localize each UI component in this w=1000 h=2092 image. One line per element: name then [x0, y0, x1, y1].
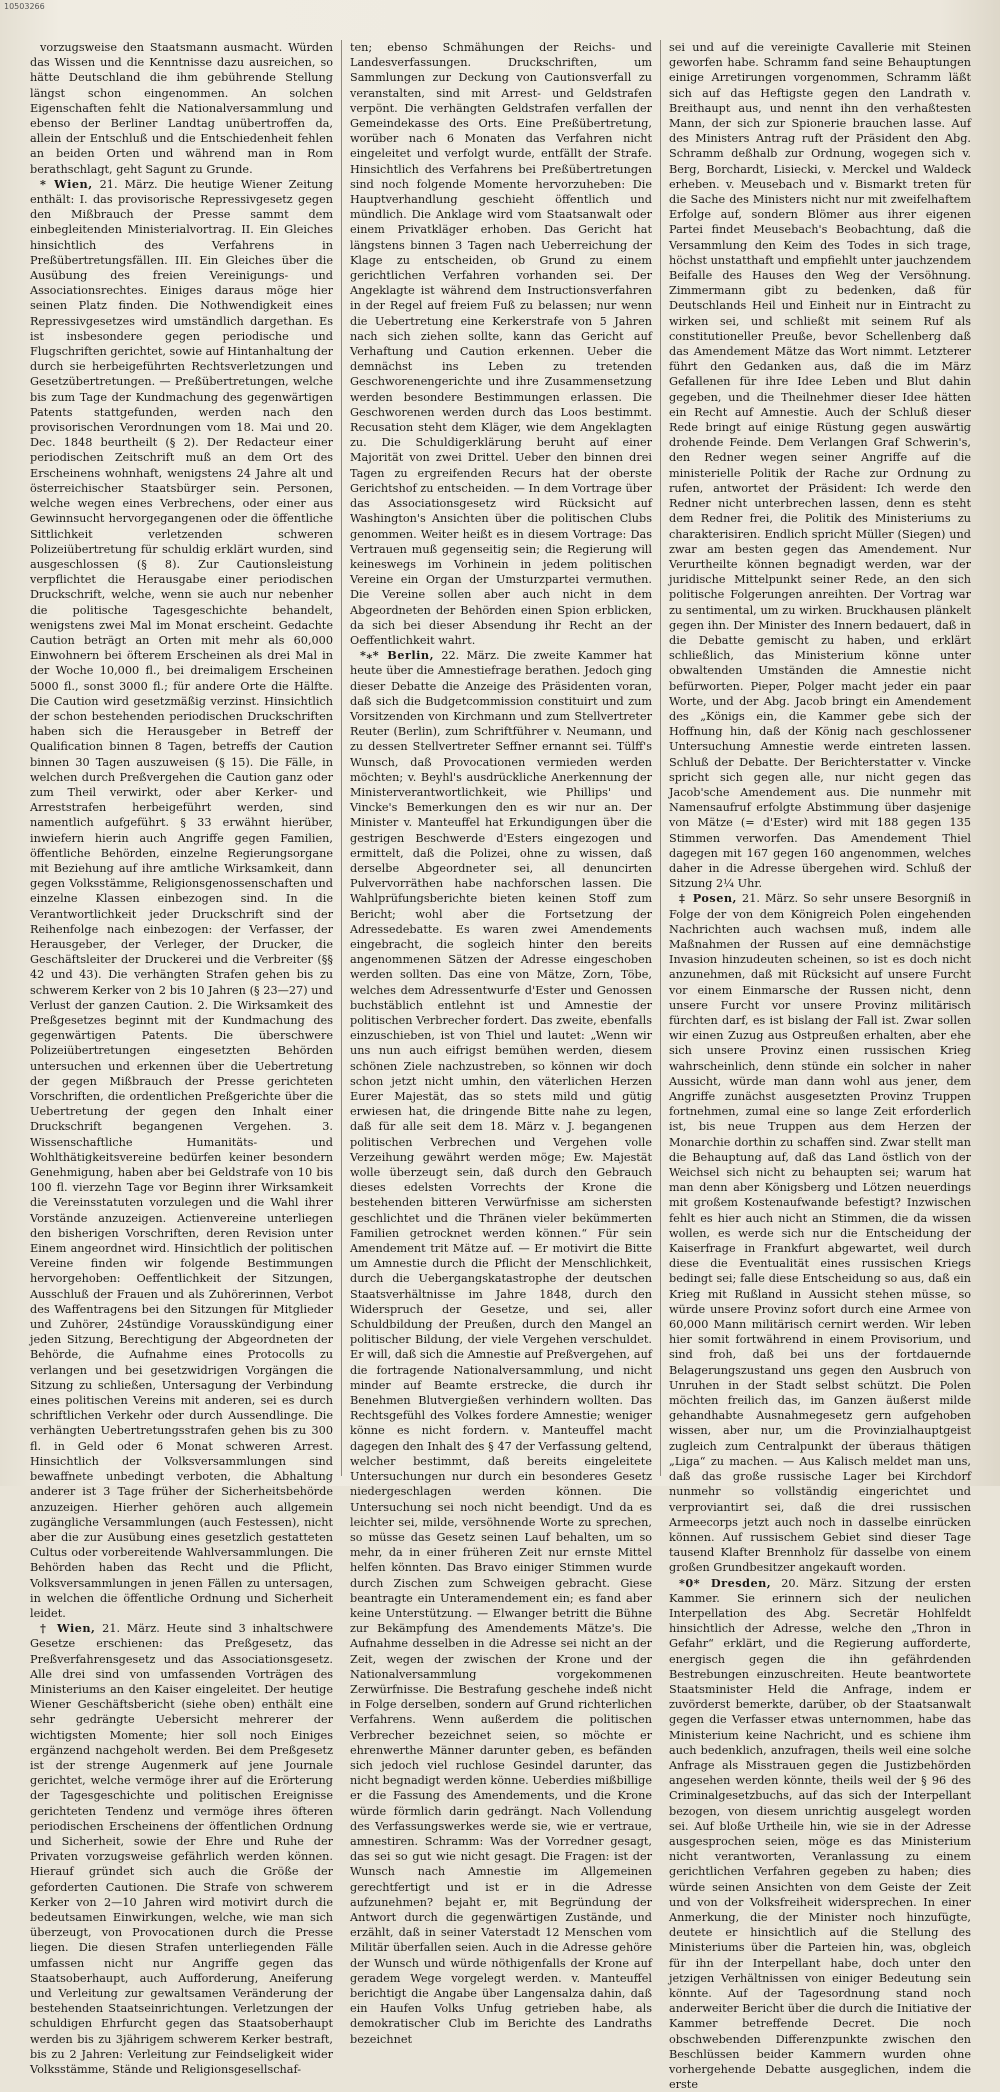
article-paragraph	[30, 1621, 333, 2077]
paragraph-text: 22. März. Die zweite Kammer hat heute über die Amnestiefrage berathen. Jedoch ging dieser Debatte die Anzeige des Präsidenten voran, daß sich die Budgetcommission constituirt und zum Vorsitzenden von Kirchmann und zum Stellvertreter Reuter (Berlin), zum Schriftführer v. Neumann, und zu dessen Stellvertreter Seffner ernannt sei. Tülff's Wunsch, daß Provocationen vermieden werden möchten; v. Beyhl's ausdrückliche Anerkennung der Ministerverantwortlichkeit, wie Phillips' und Vincke's Bemerkungen den es wir nur an. Der Minister v. Manteuffel hat Erkundigungen über die gestrigen Beschwerde d'Esters eingezogen und ermittelt, daß die Polizei, ohne zu wissen, daß derselbe Abgeordneter sei, all denuncirten Pulvervorräthen habe nachforschen lassen. Die Wahlprüfungsberichte bieten keinen Stoff zum Bericht; wohl aber die Fortsetzung der Adressedebatte. Es waren zwei Amendements eingebracht, die sogleich hinter den bereits angenommenen Sätzen der Adresse eingeschoben werden sollten. Das eine von Mätze, Zorn, Töbe, welches dem Adressentwurfe d'Ester und Genossen buchstäblich entlehnt ist und Amnestie der politischen Verbrecher fordert. Das zweite, ebenfalls einzuschieben, ist von Thiel und lautet: „Wenn wir uns nun auch eifrigst bemühen werden, diesem schönen Ziele nachzustreben, so können wir doch schon jetzt nicht umhin, den väterlichen Herzen Eurer Majestät, das so stets mild und gütig erwiesen hat, die dringende Bitte nahe zu legen, daß für alle seit dem 18. März v. J. begangenen politischen Verbrechen und Vergehen volle Verzeihung gewährt werden möge; Ew. Majestät wolle überzeugt sein, daß durch den Gebrauch dieses edelsten Vorrechts der Krone die bestehenden bitteren Verwürfnisse am sichersten geschlichtet und die Thränen vieler bekümmerten Familien getrocknet werden können.“ Für sein Amendement trit Mätze auf. — Er motivirt die Bitte um Amnestie durch die Pflicht der Menschlichkeit, durch die Uebergangskatastrophe der deutschen Staatsverhältnisse im Jahre 1848, durch den Widerspruch der Gesetze, und sei, aller Schuldbildung der Preußen, durch den Mangel an politischer Bildung, der viele Vergehen verschuldet. Er will, daß sich die Amnestie auf Preßvergehen, auf die fortragende Nationalversammlung, und nicht minder auf Beamte erstrecke, die durch ihr Benehmen Blutvergießen verhindern wollten. Das Rechtsgefühl des Volkes fordere Amnestie; weniger könne es nicht fordern. v. Manteuffel macht dagegen den Inhalt des § 47 der Verfassung geltend, welcher bestimmt, daß bereits eingeleitete Untersuchungen nur durch ein besonderes Gesetz niedergeschlagen werden können. Die Untersuchung sei noch nicht beendigt. Und da es leichter sei, milde, versöhnende Worte zu sprechen, so müsse das Gesetz seinen Lauf behalten, um so mehr, da in einer früheren Zeit nur ernste Mittel helfen könnten. Das Bravo einiger Stimmen wurde durch Zischen zum Schweigen gebracht. Giese beantragte ein Unteramendement ein; es fand aber keine Unterstützung. — Elwanger betritt die Bühne zur Bekämpfung des Amendements Mätze's. Die Aufnahme desselben in die Adresse sei nicht an der Zeit, wegen der zwischen der Krone und der Nationalversammlung vorgekommenen Zerwürfnisse. Die Bestrafung geschehe indeß nicht in Folge derselben, sondern auf Grund richterlichen Verfahrens. Wenn außerdem die politischen Verbrecher bezeichnet seien, so möchte er ehrenwerthe Männer darunter geben, es befänden sich jedoch viel ruchlose Gesindel darunter, das nicht begnadigt werden könne. Ueberdies mißbillige er die Fassung des Amendements, und die Krone würde förmlich darin gedrängt. Nach Vollendung des Verfassungswerkes werde sie, wie er vertraue, amnestiren. Schramm: Was der Vorredner gesagt, das sei so gut wie nicht gesagt. Die Fragen: ist der Wunsch nach Amnestie im Allgemeinen gerechtfertigt und ist er in die Adresse aufzunehmen? bejaht er, mit Begründung der Antwort durch die gegenwärtigen Zustände, und erzählt, daß in seiner Vaterstadt 12 Menschen vom Militär überfallen seien. Auch in die Adresse gehöre der Wunsch und würde nöthigenfalls der Krone auf geradem Wege vorgelegt werden. v. Manteuffel berichtigt die Angabe über Langensalza dahin, daß ein Haufen Volks Unfug getrieben habe, als demokratischer Club im Berichte des Landraths bezeichnet	[350, 649, 653, 2046]
article-paragraph	[30, 177, 333, 1621]
article-paragraph	[30, 40, 333, 177]
article-paragraph	[350, 648, 652, 2047]
column-3	[660, 40, 979, 2092]
column-2	[341, 40, 660, 2046]
dateline: † Wien,	[40, 1621, 96, 1636]
paragraph-text: 21. März. Heute sind 3 inhaltschwere Gesetze erschienen: das Preßgesetz, das Preßverfahrensgesetz und das Associationsgesetz. Alle drei sind von umfassenden Vorträgen des Ministeriums an den Kaiser eingeleitet. Der heutige Wiener Geschäftsbericht (siehe oben) enthält eine sehr gedrängte Uebersicht mehrerer der wichtigsten Momente; hier soll noch Einiges ergänzend nachgeholt werden. Bei dem Preßgesetz ist der strenge Augenmerk auf jene Journale gerichtet, welche vermöge ihrer auf die Erörterung der Tagesgeschichte und politischen Ereignisse gerichteten Tendenz und vermöge ihres öfteren periodischen Erscheinens der öffentlichen Ordnung und Sicherheit, sowie der Ehre und Ruhe der Privaten vorzugsweise gefährlich werden können. Hierauf gründet sich auch die Größe der geforderten Cautionen. Die Strafe von schwerem Kerker von 2—10 Jahren wird motivirt durch die bedeutsamen Einwirkungen, welche, wie man sich überzeugt, von Provocationen durch die Presse liegen. Die diesen Strafen unterliegenden Fälle umfassen nicht nur Angriffe gegen das Staatsoberhaupt, auch Aufforderung, Aneiferung und Verleitung zur gewaltsamen Veränderung der bestehenden Staatseinrichtungen. Verletzungen der schuldigen Ehrfurcht gegen das Staatsoberhaupt werden bis zu 3jährigem schwerem Kerker bestraft, bis zu 2 Jahren: Verleitung zur Feindseligkeit wider Volksstämme, Stände und Religionsgesellschaf-	[30, 1622, 334, 2077]
article-paragraph	[669, 1576, 971, 2092]
article-paragraph	[669, 40, 971, 891]
article-columns	[22, 40, 980, 2092]
paragraph-text: ten; ebenso Schmähungen der Reichs- und Landesverfassungen. Druckschriften, um Sammlungen zur Deckung von Cautionsverfall zu veranstalten, sind mit Arrest- und Geldstrafen verpönt. Die verhängten Geldstrafen verfallen der Gemeindekasse des Orts. Eine Preßübertretung, worüber nach 6 Monaten das Verfahren nicht eingeleitet und verfolgt wurde, entfällt der Strafe. Hinsichtlich des Verfahrens bei Preßübertretungen sind noch folgende Momente hervorzuheben: Die Hauptverhandlung geschieht öffentlich und mündlich. Die Anklage wird vom Staatsanwalt oder einem Privatkläger erhoben. Das Gericht hat längstens binnen 3 Tagen nach Ueberreichung der Klage zu entscheiden, ob Grund zu einem gerichtlichen Verfahren vorhanden sei. Der Angeklagte ist während dem Instructionsverfahren in der Regel auf freiem Fuß zu belassen; nur wenn die Uebertretung eine Kerkerstrafe von 5 Jahren nach sich ziehen sollte, kann das Gericht auf Verhaftung und Caution erkennen. Ueber die demnächst ins Leben zu tretenden Geschworenengerichte und ihre Zusammensetzung werden besondere Bestimmungen erlassen. Die Geschworenen werden durch das Loos bestimmt. Recusation steht dem Kläger, wie dem Angeklagten zu. Die Schuldigerklärung beruht auf einer Majorität von zwei Drittel. Ueber den binnen drei Tagen zu ergreifenden Recurs hat der oberste Gerichtshof zu entscheiden. — In dem Vortrage über das Associationsgesetz wird Rücksicht auf Washington's Ansichten über die politischen Clubs genommen. Weiter heißt es in diesem Vortrage: Das Vertrauen muß gegenseitig sein; die Regierung will keineswegs im Vorhinein in jedem politischen Vereine ein Organ der Umsturzpartei vermuthen. Die Vereine sollen aber auch nicht in dem Abgeordneten der Behörden einen Spion erblicken, da sich bei dieser Absendung ihr Recht an der Oeffentlichkeit wahrt.	[350, 41, 652, 647]
dateline: * Wien,	[40, 176, 93, 191]
article-paragraph	[669, 891, 971, 1575]
paragraph-text: vorzugsweise den Staatsmann ausmacht. Würden das Wissen und die Kenntnisse dazu ausreichen, so hätte Deutschland die ihm gebührende Stellung längst schon eingenommen. An solchen Eigenschaften fehlt die Nationalversammlung und ebenso der Berliner Landtag unübertroffen da, allein der Entschluß und die Entschiedenheit fehlen an beiden Orten und während man in Rom berathschlagt, geht Sagunt zu Grunde.	[30, 41, 333, 176]
dateline: *0* Dresden,	[679, 1575, 772, 1590]
paragraph-text: sei und auf die vereinigte Cavallerie mit Steinen geworfen habe. Schramm fand seine Behauptungen einige Arretirungen vorgenommen, Schramm läßt sich auf das Heftigste gegen den Landrath v. Breithaupt aus, und nennt ihn den verhaßtesten Mann, der sich zur Spionerie brauchen lasse. Auf des Ministers Antrag ruft der Präsident den Abg. Schramm deßhalb zur Ordnung, wogegen sich v. Berg, Borchardt, Lisiecki, v. Merckel und Waldeck erheben. v. Meusebach und v. Bismarkt treten für die Sache des Ministers nicht nur mit zweifelhaftem Erfolge auf, sondern Blömer aus ihrer eigenen Partei findet Meusebach's Beobachtung, daß die Versammlung den Keim des Todes in sich trage, höchst unstatthaft und empfiehlt unter jauchzendem Beifalle des Hauses den Weg der Versöhnung. Zimmermann gibt zu bedenken, daß für Deutschlands Heil und Einheit nur in Eintracht zu wirken sei, und schließt mit seinem Ruf als constitutioneller Preuße, bevor Schellenberg daß das Amendement Mätze das Wort nimmt. Letzterer führt den Gedanken aus, daß die im März Gefallenen für ihre Idee Leben und Blut dahin gegeben, und die Theilnehmer dieser Idee hätten ein Recht auf Amnestie. Auch der Schluß dieser Rede bringt auf einige Rüstung gegen auswärtig drohende Feinde. Dem Verlangen Graf Schwerin's, den Redner wegen seiner Angriffe auf die ministerielle Politik der Rache zur Ordnung zu rufen, antwortet der Präsident: Ich werde den Redner nicht unterbrechen lassen, denn es steht dem Redner frei, die Politik des Ministeriums zu charakterisiren. Endlich spricht Müller (Siegen) und zwar am besten gegen das Amendement. Nur Verurtheilte können begnadigt werden, war der juridische Mittelpunkt seiner Rede, an den sich politische Folgerungen anreihten. Der Vortrag war zu sentimental, um zu wirken. Bruckhausen plänkelt gegen ihn. Der Minister des Innern bedauert, daß in die Debatte gemischt zu haben, und erklärt schließlich, das Ministerium könne unter obwaltenden Umständen die Amnestie nicht befürworten. Pieper, Polger macht jeder ein paar Worte, und der Abg. Jacob bringt ein Amendement des „Königs ein, die Kammer gebe sich der Hoffnung hin, daß der König nach geschlossener Untersuchung Amnestie werde eintreten lassen. Schluß der Debatte. Der Berichterstatter v. Vincke spricht sich gegen alle, nur nicht gegen das Jacob'sche Amendement aus. Die nunmehr mit Namensaufruf erfolgte Abstimmung über dasjenige von Mätze (= d'Ester) wird mit 188 gegen 135 Stimmen verworfen. Das Amendement Thiel dagegen mit 167 gegen 160 angenommen, welches daher in die Adresse übergehen wird. Schluß der Sitzung 2¼ Uhr.	[669, 41, 971, 891]
paragraph-text: 21. März. Die heutige Wiener Zeitung enthält: I. das provisorische Repressivgesetz gegen den Mißbrauch der Presse sammt dem einbegleitenden Ministerialvortrag. II. Ein Gleiches hinsichtlich des Verfahrens in Preßübertretungsfällen. III. Ein Gleiches über die Ausübung des freien Vereinigungs- und Associationsrechtes. Einiges daraus möge hier seinen Platz finden. Die Nothwendigkeit eines Repressivgesetzes wird umständlich dargethan. Es ist insbesondere gegen periodische und Flugschriften gerichtet, sowie auf Hintanhaltung der durch sie herbeigeführten Rechtsverletzungen und Gesetzübertretungen. — Preßübertretungen, welche bis zum Tage der Kundmachung des gegenwärtigen Patents stattgefunden, werden nach den provisorischen Verordnungen vom 18. Mai und 20. Dec. 1848 beurtheilt (§ 2). Der Redacteur einer periodischen Zeitschrift muß an dem Ort des Erscheinens wohnhaft, wenigstens 24 Jahre alt und österreichischer Staatsbürger sein. Personen, welche wegen eines Verbrechens, oder einer aus Gewinnsucht hervorgegangenen oder die öffentliche Sittlichkeit verletzenden schweren Polizeiübertretung für schuldig erklärt wurden, sind ausgeschlossen (§ 8). Zur Cautionsleistung verpflichtet die Herausgabe einer periodischen Druckschrift, welche, wenn sie auch nur nebenher die politische Tagesgeschichte behandelt, wenigstens zwei Mal im Monat erscheint. Gedachte Caution beträgt an Orten mit mehr als 60,000 Einwohnern bei öfterem Erscheinen als drei Mal in der Woche 10,000 fl., bei dreimaligem Erscheinen 5000 fl., sonst 3000 fl.; für andere Orte die Hälfte. Die Caution wird gesetzmäßig verzinst. Hinsichtlich der schon bestehenden periodischen Druckschriften haben sich die Herausgeber in Betreff der Qualification binnen 8 Tagen, betreffs der Caution binnen 30 Tagen auszuweisen (§ 15). Die Fälle, in welchen durch Preßvergehen die Caution ganz oder zum Theil verwirkt, oder aber Kerker- und Arreststrafen herbeigeführt werden, sind namentlich aufgeführt. § 33 erwähnt hierüber, inwiefern hierin auch Angriffe gegen Familien, öffentliche Behörden, einzelne Regierungsorgane mit Beziehung auf ihre amtliche Wirksamkeit, dann gegen Volksstämme, Religionsgenossenschaften und einzelne Klassen einbezogen sind. In die Verantwortlichkeit jeder Druckschrift sind der Reihenfolge nach einbezogen: der Verfasser, der Herausgeber, der Verleger, der Drucker, die Geschäftsleiter der Druckerei und die Verbreiter (§§ 42 und 43). Die verhängten Strafen gehen bis zu schwerem Kerker von 2 bis 10 Jahren (§ 23—27) und Verlust der ganzen Caution. 2. Die Wirksamkeit des Preßgesetzes beginnt mit der Kundmachung des gegenwärtigen Patents. Die überschwere Polizeiübertretungen eingesetzten Behörden untersuchen und erkennen über die Uebertretung der gegen Mißbrauch der Presse gerichteten Vorschriften, die ordentlichen Preßgerichte über die Uebertretung der gegen den Inhalt einer Druckschrift begangenen Vergehen. 3. Wissenschaftliche Humanitäts- und Wohlthätigkeitsvereine bedürfen keiner besondern Genehmigung, haben aber bei Geldstrafe von 10 bis 100 fl. vierzehn Tage vor Beginn ihrer Wirksamkeit die Vereinsstatuten vorzulegen und die Wahl ihrer Vorstände anzuzeigen. Actienvereine unterliegen den bisherigen Vorschriften, deren Revision unter Einem angeordnet wird. Hinsichtlich der politischen Vereine finden wir folgende Bestimmungen hervorgehoben: Oeffentlichkeit der Sitzungen, Ausschluß der Frauen und als Zuhörerinnen, Verbot des Waffentragens bei den Sitzungen für Mitglieder und Zuhörer, 24stündige Vorausskündigung einer jeden Sitzung, Berechtigung der Abgeordneten der Behörde, die Aufnahme eines Protocolls zu verlangen und bei gesetzwidrigen Vorgängen die Sitzung zu schließen, Untersagung der Verbindung eines politischen Vereins mit anderen, sei es durch schriftlichen Verkehr oder durch Aussendlinge. Die verhängten Uebertretungsstrafen gehen bis zu 300 fl. in Geld oder 6 Monat schweren Arrest. Hinsichtlich der Volksversammlungen sind bewaffnete unbedingt verboten, die Abhaltung anderer ist 3 Tage früher der Sicherheitsbehörde anzuzeigen. Hierher gehören auch allgemein zugängliche Versammlungen (auch Festessen), nicht aber die zur Ausübung eines gesetzlich gestatteten Cultus oder vorbereitende Wahlversammlungen. Die Behörden haben das Recht und die Pflicht, Volksversammlungen in jenen Fällen zu untersagen, in welchen die öffentliche Ordnung und Sicherheit leidet.	[30, 177, 334, 1620]
article-paragraph	[350, 40, 652, 648]
paragraph-text: 21. März. So sehr unsere Besorgniß in Folge der von dem Königreich Polen eingehenden Nachrichten auch wachsen muß, indem alle Maßnahmen der Russen auf eine demnächstige Invasion hinzudeuten scheinen, so ist es doch nicht anzunehmen, daß mit Rücksicht auf unsere Furcht vor einem Einmarsche der Russen nicht, denn unsere Furcht vor unsere Provinz militärisch fürchten darf, es ist bislang der Fall ist. Zwar sollen wir einen Zuzug aus Ostpreußen erhalten, aber ehe sich unsere Provinz einen russischen Krieg wahrscheinlich, denn stünde ein solcher in naher Aussicht, würde man dann wohl aus jener, dem Angriffe zunächst ausgesetzten Provinz Truppen fortnehmen, zumal eine so lange Zeit erforderlich ist, bis neue Truppen aus dem Herzen der Monarchie dorthin zu schaffen sind. Zwar stellt man die Behauptung auf, daß das Land östlich von der Weichsel sich nicht zu behaupten sei; warum hat man denn aber Königsberg und Lötzen neuerdings mit großem Kostenaufwande befestigt? Inzwischen fehlt es hier auch nicht an Stimmen, die da wissen wollen, es werde sich nur die Entscheidung der Kaiserfrage in Frankfurt abgewartet, weil durch diese die Eventualität eines russischen Kriegs bedingt sei; falle diese Entscheidung so aus, daß ein Krieg mit Rußland in Aussicht stehen müsse, so würde unsere Provinz sofort durch eine Armee von 60,000 Mann militärisch cernirt werden. Wir leben hier somit fortwährend in einem Provisorium, und sind froh, daß bei uns der fortdauernde Belagerungszustand uns gegen den Ausbruch von Unruhen in der Stadt selbst schützt. Die Polen möchten freilich das, im Ganzen äußerst milde gehandhabte Ausnahmegesetz gern aufgehoben wissen, aber nur, um die Provinzialhauptgeist zugleich zum Centralpunkt der überaus thätigen „Liga“ zu machen. — Aus Kalisch meldet man uns, daß das große russische Lager bei Kirchdorf nunmehr so vollständig eingerichtet und verproviantirt sei, daß die drei russischen Armeecorps jetzt auch noch in dasselbe einrücken können. Auf russischem Gebiet sind dieser Tage tausend Klafter Brennholz für dasselbe von einem großen Grundbesitzer angekauft worden.	[669, 892, 972, 1575]
dateline: *⁎* Berlin,	[360, 648, 435, 663]
page-id-label: 10503266	[4, 2, 45, 11]
column-1	[22, 40, 341, 2077]
dateline: ‡ Posen,	[679, 891, 737, 906]
paragraph-text: 20. März. Sitzung der ersten Kammer. Sie erinnern sich der neulichen Interpellation des Abg. Secretär Hohlfeldt hinsichtlich der Adresse, welche den „Thron in Gefahr“ erklärt, und die Regierung aufforderte, energisch gegen die ihn gefährdenden Bestrebungen einzuschreiten. Heute beantwortete Staatsminister Held die Anfrage, indem er zuvörderst bemerkte, darüber, ob der Staatsanwalt gegen die Verfasser etwas unternommen, habe das Ministerium keine Nachricht, und es schiene ihm auch bedenklich, anzufragen, theils weil eine solche Anfrage als Misstrauen gegen die Justizbehörden angesehen werden könnte, theils weil der § 96 des Criminalgesetzbuchs, auf das sich der Interpellant bezogen, von diesem unrichtig ausgelegt worden sei. Auf bloße Urtheile hin, wie sie in der Adresse ausgesprochen seien, möge es das Ministerium nicht verantworten, Veranlassung zu einem gerichtlichen Verfahren gegeben zu haben; dies würde seinen Ansichten von dem Geiste der Zeit und von der Volksfreiheit widersprechen. In einer Anmerkung, die der Minister noch hinzufügte, deutete er hinsichtlich auf die Stellung des Ministeriums über die Parteien hin, was, obgleich für ihn der Interpellant habe, doch unter den jetzigen Verhältnissen von einiger Bedeutung sein könnte. Auf der Tagesordnung stand noch anderweiter Bericht über die durch die Initiative der Kammer betreffende Decret. Die noch obschwebenden Differenzpunkte zwischen den Beschlüssen beider Kammern wurden ohne vorhergehende Debatte ausgeglichen, indem die erste	[669, 1576, 971, 2092]
